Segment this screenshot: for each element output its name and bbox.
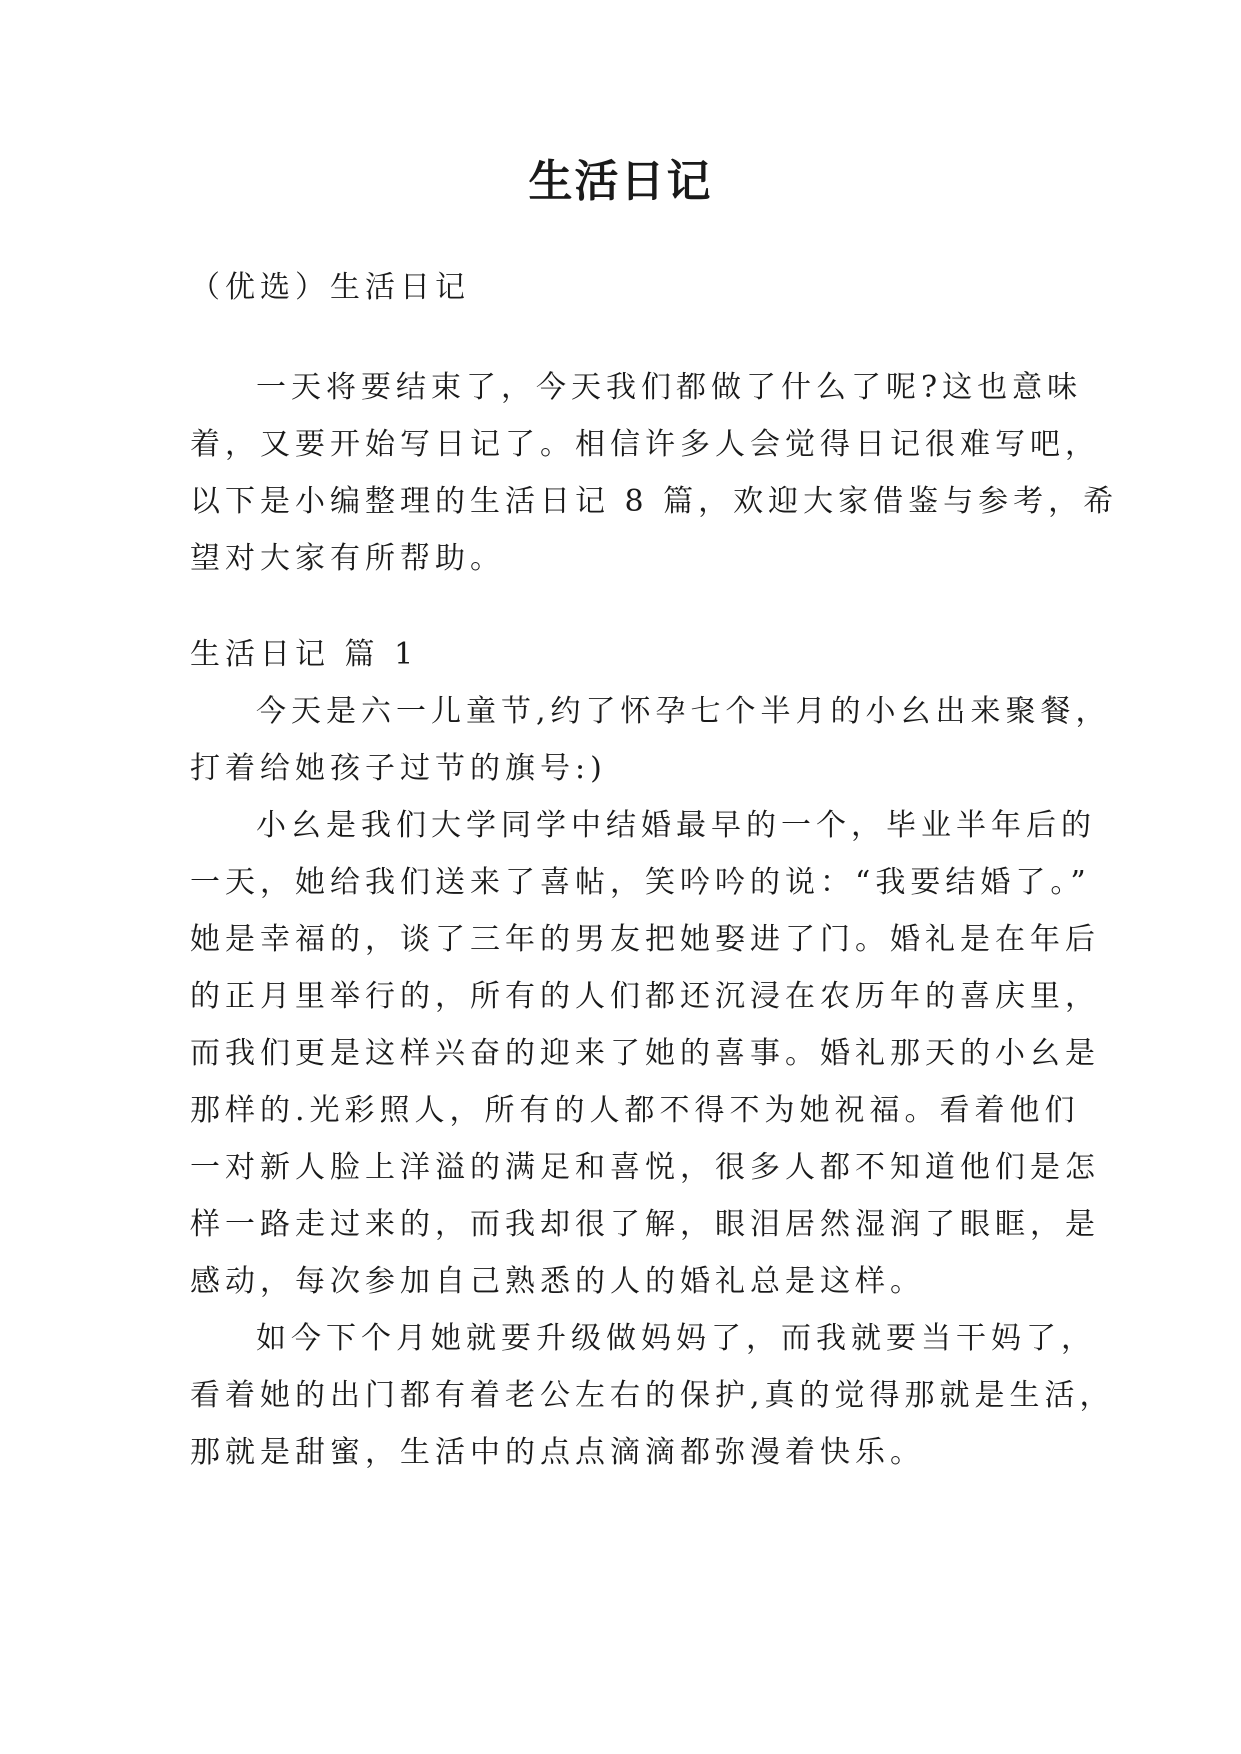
body-line: 那就是甜蜜，生活中的点点滴滴都弥漫着快乐。 [190,1435,925,1470]
body-line: 那样的.光彩照人，所有的人都不得不为她祝福。看着他们 [190,1093,1080,1128]
body-line: 如今下个月她就要升级做妈妈了，而我就要当干妈了， [256,1321,1096,1356]
body-line: 一天，她给我们送来了喜帖，笑吟吟的说：“我要结婚了。” [190,865,1091,900]
body-line: 样一路走过来的，而我却很了解，眼泪居然湿润了眼眶，是 [190,1207,1100,1242]
section-heading: 生活日记 篇 1 [190,637,419,672]
page-title: 生活日记 [528,156,713,207]
body-line: 一对新人脸上洋溢的满足和喜悦，很多人都不知道他们是怎 [190,1150,1100,1185]
body-line: 小幺是我们大学同学中结婚最早的一个，毕业半年后的 [256,808,1096,843]
body-line: 打着给她孩子过节的旗号:) [190,751,607,786]
body-line: 今天是六一儿童节,约了怀孕七个半月的小幺出来聚餐， [256,694,1111,729]
intro-line: 着，又要开始写日记了。相信许多人会觉得日记很难写吧， [190,427,1100,462]
intro-line: 一天将要结束了，今天我们都做了什么了呢?这也意味 [256,370,1083,405]
body-line: 她是幸福的，谈了三年的男友把她娶进了门。婚礼是在年后 [190,922,1100,957]
subtitle: （优选）生活日记 [190,270,470,305]
intro-line: 望对大家有所帮助。 [190,541,505,576]
intro-line: 以下是小编整理的生活日记 8 篇，欢迎大家借鉴与参考，希 [190,484,1119,519]
body-line: 而我们更是这样兴奋的迎来了她的喜事。婚礼那天的小幺是 [190,1036,1100,1071]
body-line: 感动，每次参加自己熟悉的人的婚礼总是这样。 [190,1264,925,1299]
body-line: 的正月里举行的，所有的人们都还沉浸在农历年的喜庆里， [190,979,1100,1014]
body-line: 看着她的出门都有着老公左右的保护,真的觉得那就是生活， [190,1378,1115,1413]
